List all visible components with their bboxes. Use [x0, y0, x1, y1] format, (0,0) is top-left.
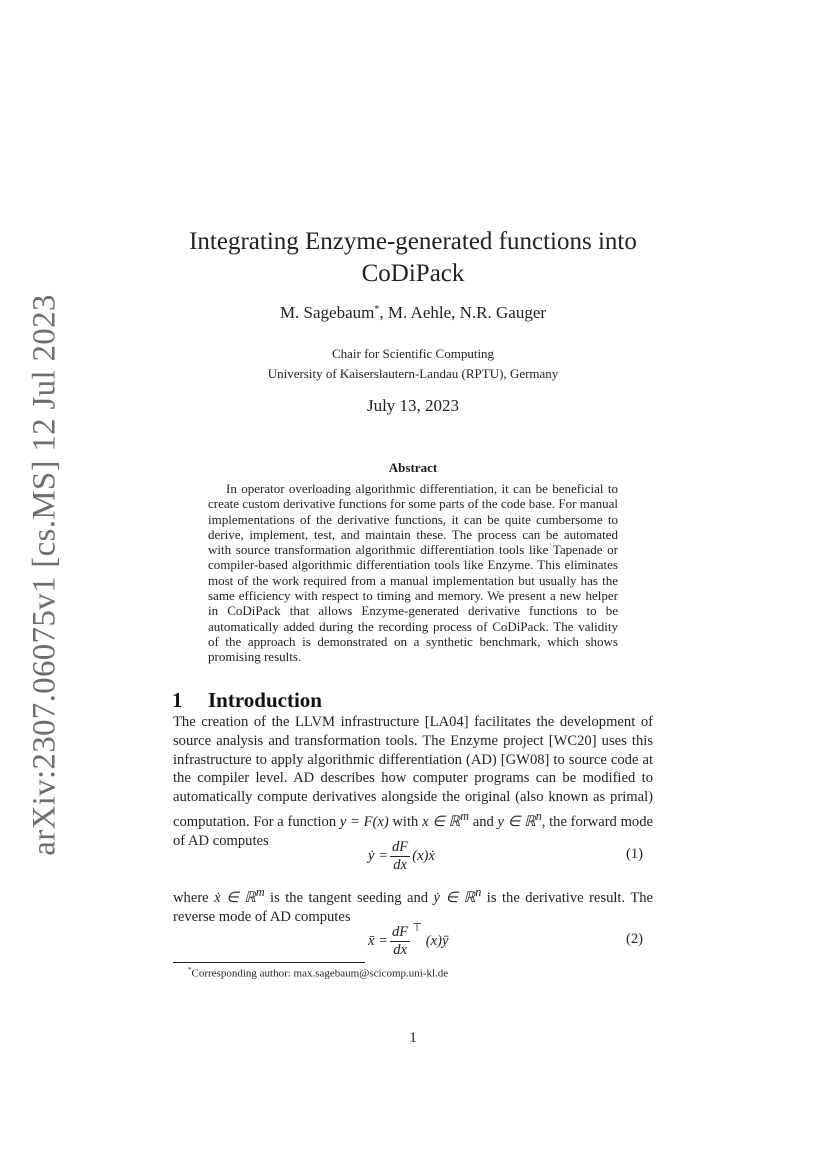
- affiliation: [0, 344, 826, 384]
- footnote: [188, 966, 448, 980]
- section-title: Introduction: [208, 688, 322, 712]
- inline-math: y ∈ ℝ: [497, 813, 536, 830]
- inline-math-sup: m: [460, 808, 470, 823]
- paper-date: July 13, 2023: [366, 396, 460, 415]
- equation-rhs: (x)ȳ: [425, 932, 449, 949]
- paragraph-text: with: [388, 813, 423, 830]
- fraction: [390, 839, 410, 874]
- footnote-text: Corresponding author: max.sagebaum@scicomp.uni-kl.de: [191, 967, 449, 980]
- equation-number: (1): [625, 846, 643, 862]
- fraction-numerator: dF: [391, 838, 409, 855]
- equation-1: [173, 834, 653, 878]
- fraction: [390, 924, 410, 959]
- equation-lhs: ẏ =: [368, 847, 388, 864]
- transpose-symbol: ⊤: [412, 922, 422, 934]
- inline-math: ẏ ∈ ℝ: [433, 889, 476, 906]
- footnote-marker: *: [188, 966, 192, 974]
- section-number: 1: [172, 688, 183, 712]
- arxiv-identifier: arXiv:2307.06075v1 [cs.MS] 12 Jul 2023: [26, 294, 63, 856]
- inline-math: x ∈ ℝ: [422, 813, 461, 830]
- footnote-mark: *: [374, 304, 380, 315]
- section-heading: [172, 688, 322, 713]
- inline-math-sup: m: [255, 885, 265, 899]
- author-list: [0, 303, 826, 323]
- inline-math-sup: n: [475, 885, 482, 899]
- equation-lhs: x̄ =: [368, 932, 388, 949]
- fraction-denominator: dx: [393, 941, 407, 958]
- title-line-2: CoDiPack: [361, 260, 465, 287]
- paper-title: [0, 226, 826, 290]
- abstract-text: In operator overloading algorithmic differentiation, it can be beneficial to create custom derivative functions for some parts of the code base. For manual implementations of the derivative functions, it can be quite cumbersome to derive, implement, test, and maintain these. The process can be automated with source transformation algorithmic differentiation tools like Tapenade or compiler-based algorithmic differentiation tools like Enzyme. This eliminates most of the work required from a manual implementation but usually has the same efficiency with respect to timing and memory. We present a new helper in CoDiPack that allows Enzyme-generated derivative functions to be automatically added during the recording process of CoDiPack. The validity of the approach is demonstrated on a synthetic benchmark, which shows promising results.: [208, 481, 618, 665]
- inline-math: ẋ ∈ ℝ: [214, 889, 256, 906]
- author-rest: , M. Aehle, N.R. Gauger: [379, 303, 547, 322]
- fraction-numerator: dF: [391, 923, 409, 940]
- equation-2: [173, 919, 653, 963]
- intro-paragraph-1: [173, 713, 653, 850]
- footnote-rule: [173, 962, 365, 963]
- inline-math: y = F(x): [339, 813, 389, 830]
- author-first: M. Sagebaum: [279, 303, 375, 322]
- fraction-denominator: dx: [393, 856, 407, 873]
- paragraph-text: , the forward mode of AD computes: [173, 813, 653, 849]
- affiliation-line-2: University of Kaiserslautern-Landau (RPTU), Germany: [267, 366, 559, 381]
- paragraph-text: is the derivative result. The reverse mode of AD computes: [173, 889, 654, 925]
- paragraph-text: is the tangent seeding and: [264, 889, 434, 906]
- page-number: 1: [409, 1030, 417, 1046]
- equation-rhs: (x)ẋ: [412, 847, 435, 864]
- inline-math-sup: n: [535, 808, 542, 823]
- affiliation-line-1: Chair for Scientific Computing: [331, 346, 495, 361]
- paragraph-text: and: [469, 813, 498, 830]
- title-line-1: Integrating Enzyme-generated functions into: [189, 228, 637, 255]
- equation-number: (2): [625, 931, 643, 947]
- paragraph-text: where: [173, 889, 215, 906]
- paragraph-text: The creation of the LLVM infrastructure [LA04] facilitates the development of source analysis and transformation tools. The Enzyme project [WC20] uses this infrastructure to apply algorithmic differentiation (AD) [GW08] to source code at the compiler level. AD describes how computer programs can be modified to automatically compute derivatives alongside the original (also known as primal) computation. For a function: [173, 714, 653, 830]
- abstract-heading: Abstract: [388, 460, 438, 475]
